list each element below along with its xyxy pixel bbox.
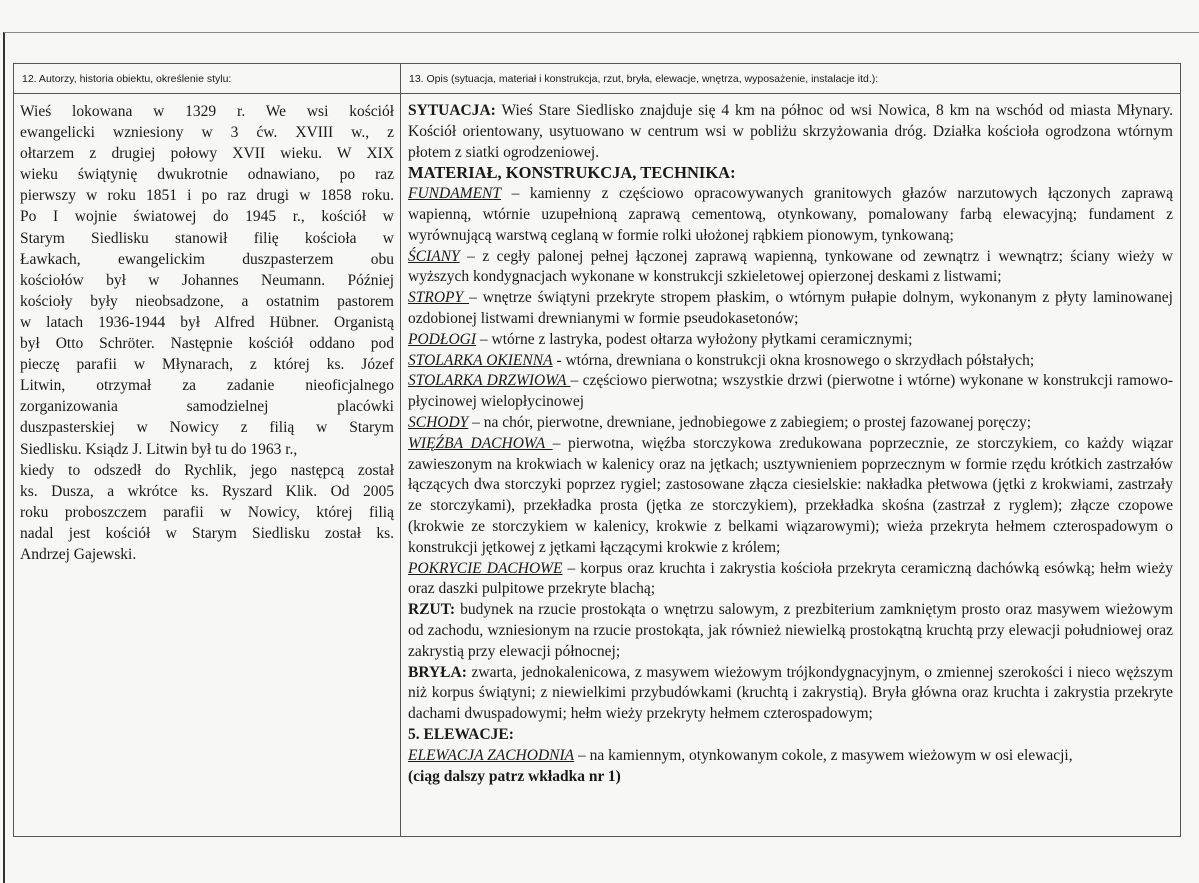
material-item-text: – na chór, pierwotne, drewniane, jednobiegowe z zabiegiem; o prostej fazowanej poręczy; [468, 413, 1032, 431]
header-history: 12. Autorzy, historia obiektu, określenie stylu: [14, 64, 401, 94]
material-item-label: STOLARKA OKIENNA [408, 351, 553, 369]
history-cell [14, 94, 401, 837]
material-item [408, 184, 1173, 246]
history-line: Siedlisku. Ksiądz J. Litwin był tu do 1963 r., [20, 440, 298, 458]
description-cell [401, 94, 1181, 837]
situation-label: SYTUACJA: [408, 102, 496, 119]
material-item-text: – wnętrze świątyni przekryte stropem płaskim, o wtórnym pułapie dolnym, wykonanym z płyty laminowanej ozdobionej listwami drewnianymi w formie pseudokasetonów; [408, 289, 1173, 327]
history-line: kościołów był w Johannes Neumann. Później [20, 271, 394, 289]
history-line: w latach 1936-1944 był Alfred Hübner. Organistą [20, 313, 394, 331]
form-table [13, 63, 1181, 837]
history-line: kościoły były nieobsadzone, a ostatnim pastorem [20, 292, 394, 310]
material-item [408, 330, 1173, 351]
material-item-label: ŚCIANY [408, 247, 460, 265]
continued-note: (ciąg dalszy patrz wkładka nr 1) [408, 767, 621, 785]
material-item-label: PODŁOGI [408, 330, 477, 348]
situation-paragraph [408, 101, 1173, 163]
header-row [14, 64, 1181, 94]
material-item [408, 288, 1173, 330]
material-item-label: STROPY [408, 289, 470, 307]
history-line: kiedy to odszedł do Rychlik, jego następcą został [20, 461, 394, 479]
material-items [408, 184, 1173, 600]
history-line: nadal jest kościół w Starym Siedlisku został ks. [20, 524, 394, 542]
material-item-label: WIĘŹBA DACHOWA [408, 434, 553, 452]
body-row [14, 94, 1181, 837]
history-line: był Otto Schröter. Następnie kościół oddano pod [20, 335, 394, 353]
material-item-text: – wtórne z lastryka, podest ołtarza wyłożony płytkami ceramicznymi; [476, 330, 913, 348]
material-item [408, 247, 1173, 289]
material-item-text: – pierwotna, więźba storczykowa zredukowana poprzecznie, ze storczykiem, co każdy wiązar zawieszonym na krokwiach w kalenicy oraz na jętkach; usztywnieniem poprzecznym w formie rzędu krótkich zastrzałów łączących dwa storczyki poprzez rygiel; zastosowane złącza ciesielskie: nakładka płetwowa (jętki z krokwiami, zastrzały ze storczykami), przekładka prosta (jętka ze storczykiem), przekładka skośna (zastrzał z ryglem); złącze czopowe (krokwie ze storczykiem w kalenicy, krokwie z belkami wiązarowymi); wieża przekryta hełmem czterospadowym o konstrukcji jętkowej z jętkami łączącymi krokwie z królem; [408, 434, 1173, 556]
history-line: Starym Siedlisku stanowił filię kościoła w [20, 229, 394, 247]
history-line: duszpasterskiej w Nowicy z filią w Starym [20, 419, 394, 437]
history-line: Andrzej Gajewski. [20, 545, 137, 563]
massing-label: BRYŁA: [408, 663, 467, 681]
material-item [408, 351, 1173, 372]
history-line: roku proboszczem parafii w Nowicy, której filią [20, 503, 394, 521]
history-line: ołtarzem z drugiej połowy XVII wieku. W XIX [20, 145, 394, 163]
material-item [408, 559, 1173, 601]
material-item-label: STOLARKA DRZWIOWA [408, 372, 571, 390]
massing-paragraph [408, 663, 1173, 725]
situation-text: Wieś Stare Siedlisko znajduje się 4 km na północ od wsi Nowica, 8 km na wschód od miasta Młynary. Kościół orientowany, usytuowano w centrum wsi w pobliżu skrzyżowania dróg. Działka kościoła ogrodzona wtórnym płotem z siatki ogrodzeniowej. [408, 102, 1173, 161]
plan-paragraph [408, 600, 1173, 662]
history-line: Ławkach, ewangelickim duszpasterzem obu [20, 250, 394, 268]
history-line: ks. Dusza, a wkrótce ks. Ryszard Klik. Od 2005 [20, 482, 394, 500]
history-line: Wieś lokowana w 1329 r. We wsi kościół [20, 103, 394, 120]
plan-label: RZUT: [408, 601, 456, 619]
material-item [408, 434, 1173, 559]
material-item [408, 413, 1173, 434]
material-item-text: – z cegły palonej pełnej łączonej zaprawą wapienną, tynkowane od zewnątrz i wewnątrz; ściany wieży w wyższych kondygnacjach wykonane w konstrukcji szkieletowej opierzonej deskami z listwami; [408, 247, 1173, 286]
material-heading: MATERIAŁ, KONSTRUKCJA, TECHNIKA: [408, 163, 736, 183]
material-item [408, 371, 1173, 413]
material-item-text: - wtórna, drewniana o konstrukcji okna krosnowego o skrzydłach półstałych; [552, 351, 1035, 369]
material-item-label: SCHODY [408, 413, 469, 431]
massing-text: zwarta, jednokalenicowa, z masywem wieżowym trójkondygnacyjnym, o zmiennej szerokości i nieco węższym niż korpus świątyni; z niewielkimi przybudówkami (kruchtą i zakrystią). Bryła główna oraz kruchta i zakrystia przekryte dachami dwuspadowymi; hełm wieży przekryty hełmem czterospadowym; [408, 663, 1173, 723]
history-line: wieku świątynię dwukrotnie odnawiano, po raz [20, 166, 394, 184]
west-elevation-paragraph [408, 746, 1173, 767]
west-elevation-text: – na kamiennym, otynkowanym cokole, z masywem wieżowym w osi elewacji, [574, 746, 1073, 764]
material-item-label: FUNDAMENT [408, 185, 501, 203]
history-line: zorganizowania samodzielnej placówki [20, 398, 394, 416]
header-description: 13. Opis (sytuacja, materiał i konstrukcja, rzut, bryła, elewacje, wnętrza, wyposażenie, instalacje itd.): [401, 64, 1181, 94]
history-line: Po I wojnie światowej do 1945 r., kościół w [20, 208, 394, 226]
history-line: ewangelicki wzniesiony w 3 ćw. XVIII w., z [20, 124, 394, 142]
west-elevation-label: ELEWACJA ZACHODNIA [408, 746, 575, 764]
material-item-text: – kamienny z częściowo opracowywanych granitowych głazów narzutowych łączonych zaprawą wapienną, wtórnie uzupełnioną zaprawą cementową, otynkowany, pomalowany farbą elewacyjną; fundament z wyrównującą warstwą ceglaną w formie rolki ułożonej rąbkiem pionowym, tynkowaną; [408, 185, 1173, 244]
material-item-label: POKRYCIE DACHOWE [408, 559, 563, 577]
history-line: pieczę parafii w Młynarach, z której ks. Józef [20, 356, 394, 374]
material-item-text: – korpus oraz kruchta i zakrystia kościoła przekryta ceramiczną dachówką esówką; hełm wieży oraz daszki pulpitowe przekryte blachą; [408, 559, 1173, 598]
history-line: pierwszy w roku 1851 i po raz drugi w 1858 roku. [20, 187, 394, 205]
elevations-heading: 5. ELEWACJE: [408, 725, 514, 743]
plan-text: budynek na rzucie prostokąta o wnętrzu salowym, z prezbiterium zamkniętym prosto oraz masywem wieżowym od zachodu, wzniesionym na rzucie prostokąta, jak również niewielką prostokątną kruchtą przy elewacji południowej oraz zakrystią przy elewacji północnej; [408, 601, 1173, 660]
history-line: Litwin, otrzymał za zadanie nieoficjalnego [20, 377, 394, 395]
material-item-text: – częściowo pierwotna; wszystkie drzwi (pierwotne i wtórne) wykonane w konstrukcji ramowo-płycinowej wielopłycinowej [408, 372, 1174, 411]
